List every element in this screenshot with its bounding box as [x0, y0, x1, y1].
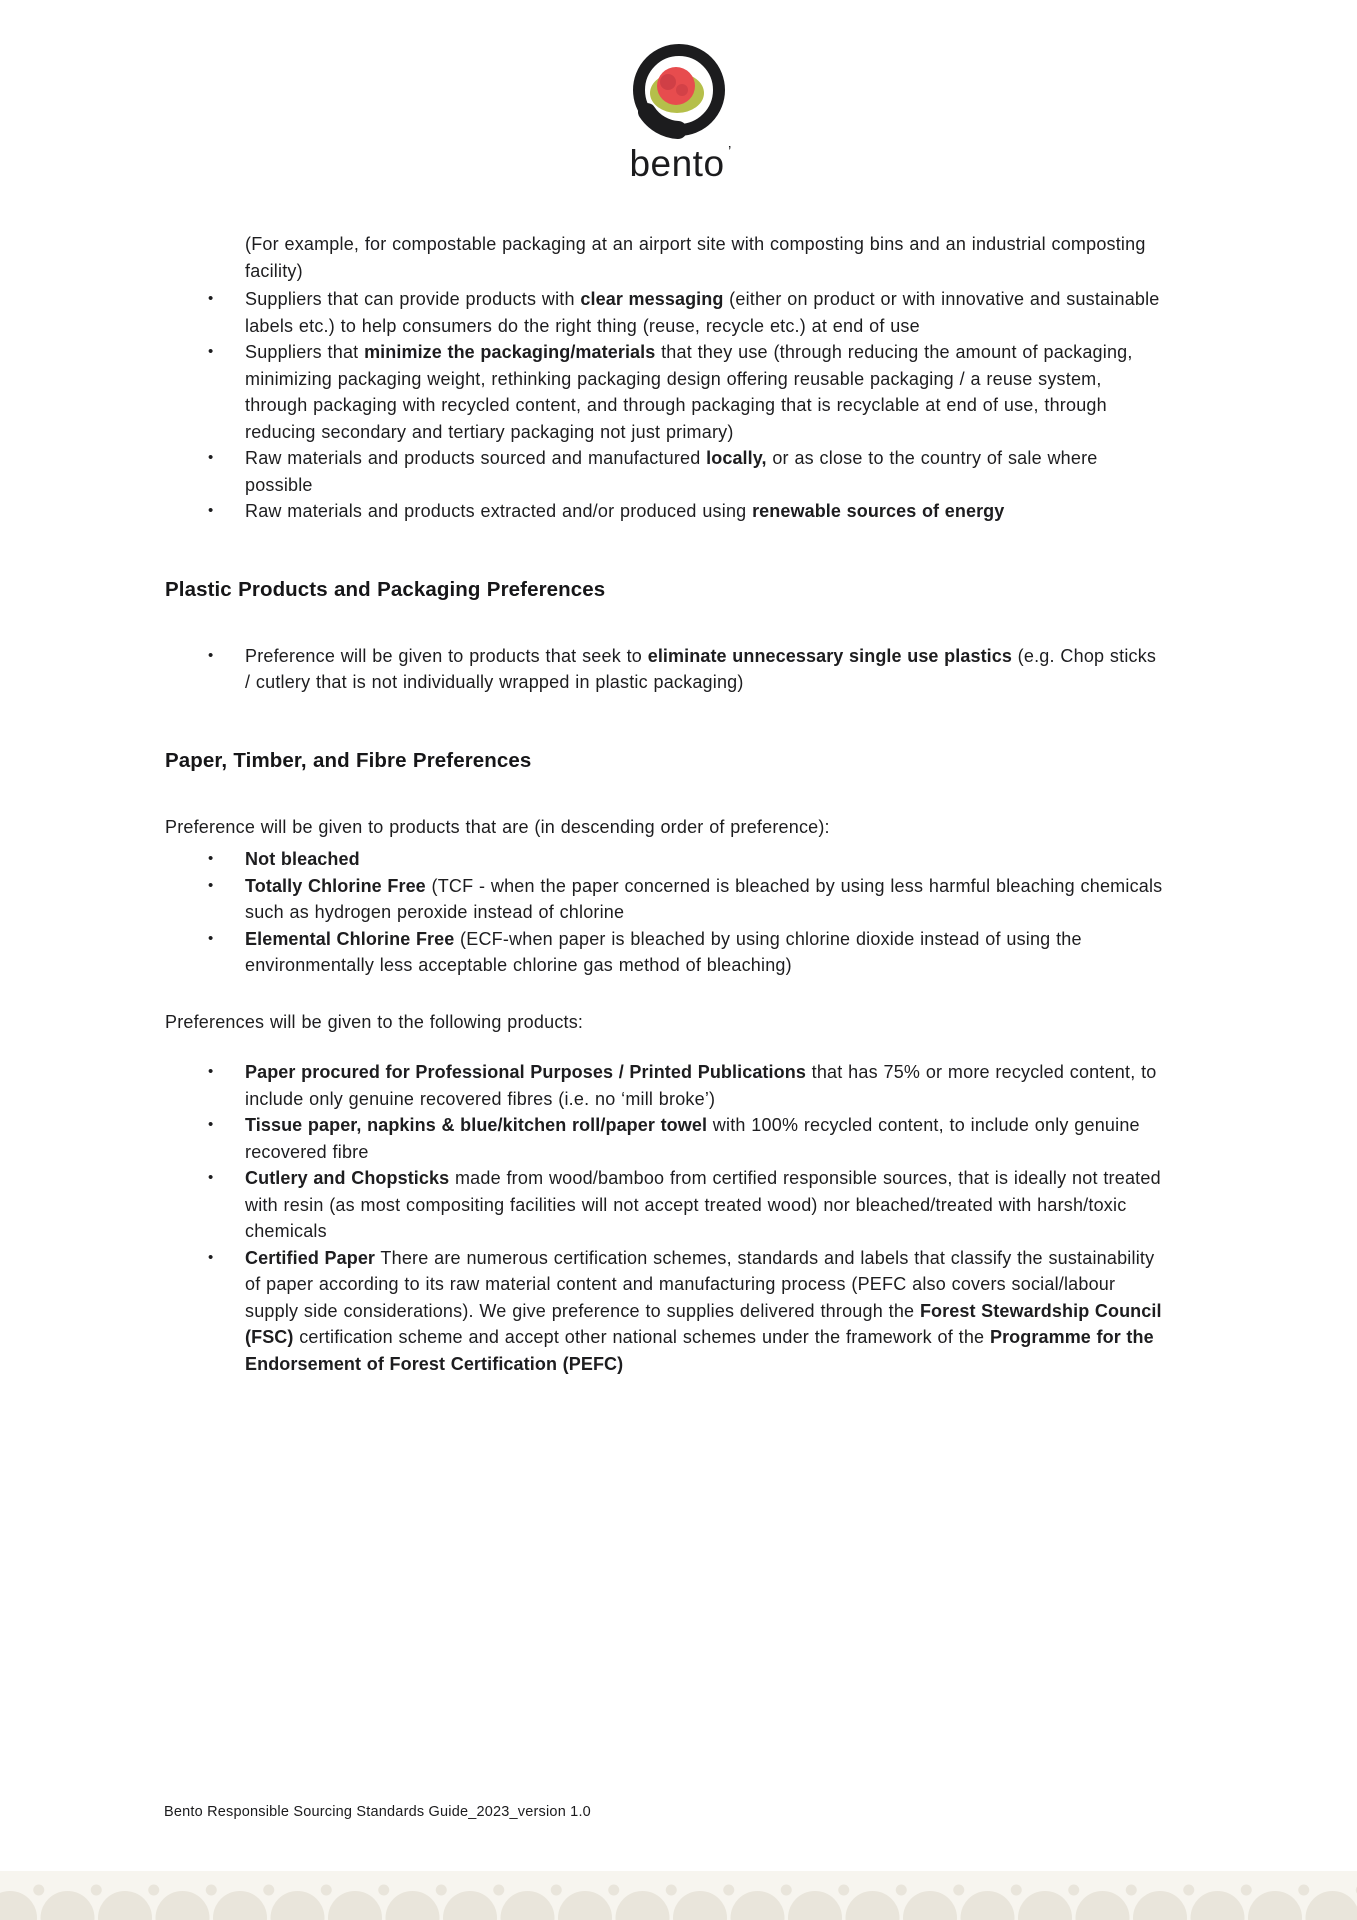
- scallop-circle: [386, 1891, 440, 1920]
- scallop-dot: [608, 1885, 619, 1896]
- scallop-circle: [41, 1891, 95, 1920]
- scallop-dot: [1298, 1885, 1309, 1896]
- scallop-circle: [0, 1891, 37, 1920]
- section-heading: Paper, Timber, and Fibre Preferences: [165, 748, 532, 772]
- bento-logo: [0, 34, 1357, 184]
- bullet-text: Tissue paper, napkins & blue/kitchen roll/paper towel with 100% recycled content, to include only genuine recovered fibre: [245, 1115, 1140, 1162]
- scallop-circle: [1191, 1891, 1245, 1920]
- red-blob-texture: [676, 84, 688, 96]
- scallop-circle: [846, 1891, 900, 1920]
- bullet-marker: •: [208, 449, 214, 466]
- scallop-circle: [213, 1891, 267, 1920]
- scallop-circle: [903, 1891, 957, 1920]
- bullet-marker: •: [208, 929, 214, 947]
- scallop-circle: [443, 1891, 497, 1920]
- scallop-dot: [551, 1885, 562, 1896]
- scallop-pattern: [0, 1871, 1357, 1920]
- bullet-text: Raw materials and products sourced and manufactured locally, or as close to the country of sale where possible: [245, 448, 1098, 495]
- scallop-circle: [1248, 1891, 1302, 1920]
- bullet-item: [208, 926, 1165, 979]
- bullet-text: Totally Chlorine Free (TCF - when the paper concerned is bleached by using less harmful bleaching chemicals such as hydrogen peroxide instead of chlorine: [245, 875, 1163, 922]
- scallop-dot: [896, 1885, 907, 1896]
- scallop-circle: [271, 1891, 325, 1920]
- red-blob-texture: [660, 74, 676, 90]
- bullet-marker: •: [208, 646, 214, 664]
- scallop-dot: [148, 1885, 159, 1896]
- continuation-text: (For example, for compostable packaging at an airport site with composting bins and an industrial composting facility): [245, 234, 1146, 281]
- scallop-dot: [263, 1885, 274, 1896]
- trademark-mark: ’: [727, 143, 731, 160]
- bullet-item: [208, 873, 1165, 926]
- scallop-dot: [321, 1885, 332, 1896]
- decorative-scallop-border: [0, 1871, 1357, 1920]
- scallop-circle: [501, 1891, 555, 1920]
- scallop-dot: [378, 1885, 389, 1896]
- bento-logo-graphic: [594, 34, 764, 184]
- bullet-item: [208, 286, 1165, 339]
- scallop-circle: [1133, 1891, 1187, 1920]
- bullet-item: [208, 1059, 1165, 1112]
- bullet-marker: •: [208, 1169, 214, 1186]
- bullet-item: [208, 1165, 1165, 1245]
- bullet-marker: •: [208, 1116, 214, 1133]
- bullet-item: [208, 339, 1165, 445]
- bullet-text: Raw materials and products extracted and/or produced using renewable sources of energy: [245, 501, 1005, 521]
- scallop-dot: [1068, 1885, 1079, 1896]
- bullet-text: Preference will be given to products that seek to eliminate unnecessary single use plastics (e.g. Chop sticks / cutlery that is not individually wrapped in plastic packaging): [245, 645, 1157, 692]
- scallop-dot: [1183, 1885, 1194, 1896]
- scallop-circle: [673, 1891, 727, 1920]
- bullet-item: [208, 445, 1165, 498]
- bullet-text: Not bleached: [245, 849, 360, 869]
- scallop-circle: [616, 1891, 670, 1920]
- scallop-dot: [436, 1885, 447, 1896]
- scallop-dot: [838, 1885, 849, 1896]
- bullet-marker: •: [208, 876, 214, 894]
- scallop-dot: [1241, 1885, 1252, 1896]
- scallop-dot: [953, 1885, 964, 1896]
- bullet-text: Certified Paper There are numerous certification schemes, standards and labels that classify the sustainability of paper according to its raw material content and manufacturing process (PEFC also covers social/labour supply side considerations). We give preference to supplies delivered through the Forest Stewardship Council (FSC) certification scheme and accept other national schemes under the framework of the Programme for the Endorsement of Forest Certification (PEFC): [245, 1247, 1162, 1374]
- bullet-text: Elemental Chlorine Free (ECF-when paper is bleached by using chlorine dioxide instead of using the environmentally less acceptable chlorine gas method of bleaching): [245, 928, 1082, 975]
- bullet-text: Cutlery and Chopsticks made from wood/bamboo from certified responsible sources, that is ideally not treated with resin (as most compositing facilities will not accept treated wood) nor bleached/treated with harsh/toxic chemicals: [245, 1168, 1161, 1241]
- scallop-circle: [156, 1891, 210, 1920]
- bullet-marker: •: [208, 290, 214, 307]
- bullet-marker: •: [208, 502, 214, 519]
- bullet-marker: •: [208, 850, 214, 867]
- paragraph: Preferences will be given to the following products:: [165, 1011, 584, 1032]
- bullet-item: [208, 1245, 1165, 1378]
- paragraph: Preference will be given to products that are (in descending order of preference):: [165, 816, 830, 837]
- bullet-text: Paper procured for Professional Purposes / Printed Publications that has 75% or more recycled content, to include only genuine recovered fibres (i.e. no ‘mill broke’): [245, 1062, 1157, 1109]
- brand-wordmark: bento: [628, 143, 725, 184]
- bullet-item: [208, 643, 1165, 696]
- footer-version-label: Bento Responsible Sourcing Standards Guide_2023_version 1.0: [164, 1804, 591, 1820]
- scallop-circle: [558, 1891, 612, 1920]
- bullet-item: [208, 846, 1165, 873]
- scallop-dot: [1011, 1885, 1022, 1896]
- scallop-circle: [1306, 1891, 1357, 1920]
- scallop-circle: [328, 1891, 382, 1920]
- bullet-marker: •: [208, 1063, 214, 1080]
- scallop-dot: [33, 1885, 44, 1896]
- bullet-text: Suppliers that can provide products with clear messaging (either on product or with innovative and sustainable labels etc.) to help consumers do the right thing (reuse, recycle etc.) at end of use: [245, 289, 1160, 336]
- scallop-dot: [1126, 1885, 1137, 1896]
- scallop-circle: [731, 1891, 785, 1920]
- scallop-dot: [666, 1885, 677, 1896]
- scallop-circle: [961, 1891, 1015, 1920]
- scallop-dot: [493, 1885, 504, 1896]
- scallop-circle: [98, 1891, 152, 1920]
- scallop-dot: [206, 1885, 217, 1896]
- scallop-circle: [1076, 1891, 1130, 1920]
- scallop-circle: [788, 1891, 842, 1920]
- section-heading: Plastic Products and Packaging Preferences: [165, 577, 606, 601]
- scallop-circle: [1018, 1891, 1072, 1920]
- scallop-dot: [91, 1885, 102, 1896]
- bullet-item: [208, 498, 1165, 525]
- bullet-text: Suppliers that minimize the packaging/materials that they use (through reducing the amount of packaging, minimizing packaging weight, rethinking packaging design offering reusable packaging / a reuse system, through packaging with recycled content, and through packaging that is recyclable at end of use, through reducing secondary and tertiary packaging not just primary): [245, 342, 1133, 442]
- bullet-item: [208, 1112, 1165, 1165]
- bullet-marker: •: [208, 343, 214, 360]
- scallop-dot: [723, 1885, 734, 1896]
- bullet-marker: •: [208, 1248, 214, 1266]
- scallop-dot: [781, 1885, 792, 1896]
- enso-brush-stroke: [647, 112, 678, 130]
- document-content: [165, 231, 1165, 1377]
